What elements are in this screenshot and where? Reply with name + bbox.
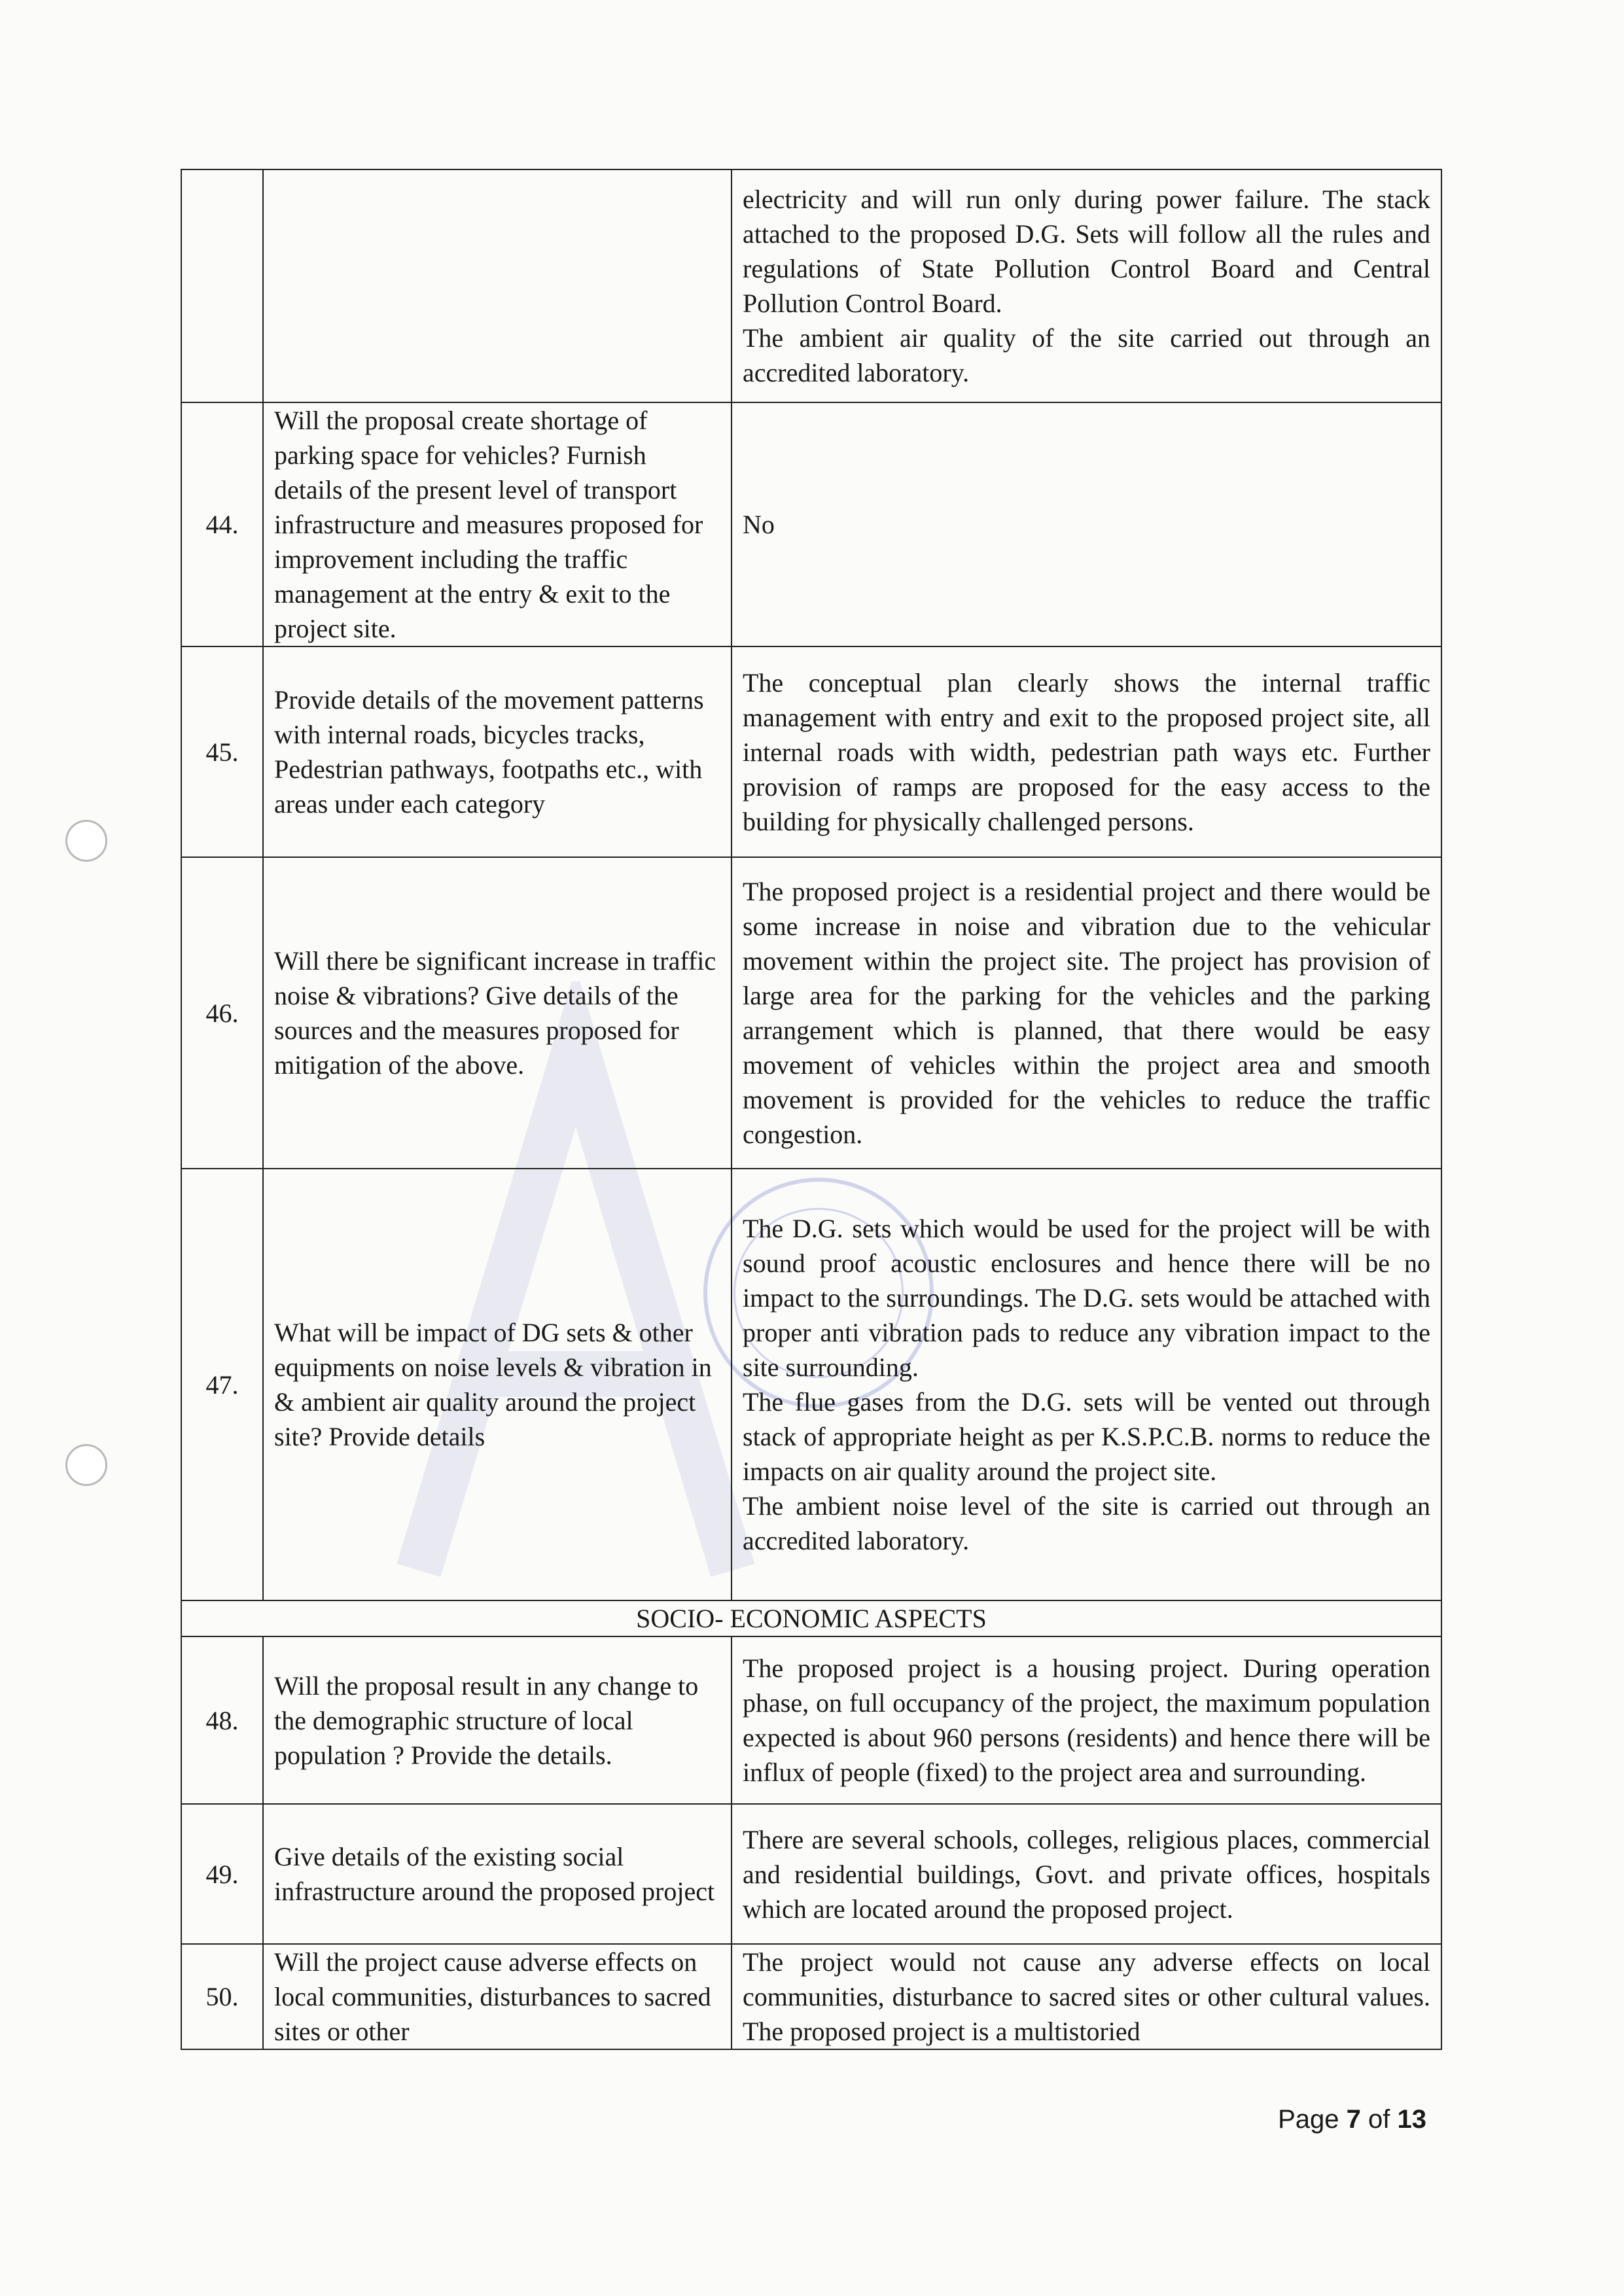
answer-paragraph: The ambient noise level of the site is carried out through an accredited laboratory. [743,1491,1430,1555]
question-cell: Will the proposal result in any change to the demographic structure of local population ? Provide the details. [263,1636,732,1804]
table-row [181,646,1441,857]
question-cell: Give details of the existing social infrastructure around the proposed project [263,1804,732,1944]
answer-paragraph: The project would not cause any adverse effects on local communities, disturbance to sacred sites or other cultural values. The proposed project is a multistoried [743,1947,1430,2046]
question-cell: Will there be significant increase in traffic noise & vibrations? Give details of the sources and the measures proposed for mitigation of the above. [263,857,732,1169]
answer-paragraph: The conceptual plan clearly shows the internal traffic management with entry and exit to the proposed project site, all internal roads with width, pedestrian path ways etc. Further provision of ramps are proposed for the easy access to the building for physically challenged persons. [743,667,1430,836]
answer-cell [732,1804,1441,1944]
questionnaire-table [181,169,1442,2050]
current-page: 7 [1346,2105,1361,2134]
question-cell: What will be impact of DG sets & other equipments on noise levels & vibration in & ambient air quality around the project site? Provide details [263,1169,732,1600]
question-cell: Will the proposal create shortage of parking space for vehicles? Furnish details of the present level of transport infrastructure and measures proposed for improvement including the traffic management at the entry & exit to the project site. [263,402,732,646]
page-number [1278,2105,1426,2134]
table-row [181,1804,1441,1944]
answer-paragraph: The proposed project is a residential project and there would be some increase in noise and vibration due to the vehicular movement within the project site. The project has provision of large area for the parking for the vehicles and the parking arrangement which is planned, that there would be easy movement of vehicles within the project area and smooth movement is provided for the vehicles to reduce the traffic congestion. [743,877,1430,1149]
item-number: 45. [181,646,263,857]
answer-paragraph: electricity and will run only during power failure. The stack attached to the proposed D.G. Sets will follow all the rules and regulations of State Pollution Control Board and Central Pollution Control Board. [743,185,1430,318]
page-of-label: of [1368,2105,1390,2134]
item-number: 50. [181,1944,263,2049]
table-row [181,1636,1441,1804]
answer-cell [732,646,1441,857]
punch-hole-top [65,820,107,862]
answer-cell [732,857,1441,1169]
item-number [181,169,263,402]
total-pages: 13 [1397,2105,1426,2134]
answer-paragraph: No [743,510,775,539]
answer-paragraph: The proposed project is a housing project. During operation phase, on full occupancy of the project, the maximum population expected is about 960 persons (residents) and hence there will be influx of people (fixed) to the project area and surrounding. [743,1653,1430,1787]
table-row [181,857,1441,1169]
punch-hole-bottom [65,1444,107,1486]
item-number: 48. [181,1636,263,1804]
answer-paragraph: The ambient air quality of the site carried out through an accredited laboratory. [743,323,1430,387]
table-row [181,402,1441,646]
section-heading: SOCIO- ECONOMIC ASPECTS [181,1600,1441,1636]
page-label: Page [1278,2105,1339,2134]
answer-paragraph: There are several schools, colleges, religious places, commercial and residential buildings, Govt. and private offices, hospitals which are located around the proposed project. [743,1824,1430,1924]
question-cell: Will the project cause adverse effects on local communities, disturbances to sacred sites or other [263,1944,732,2049]
item-number: 49. [181,1804,263,1944]
table-row [181,1944,1441,2049]
question-cell: Provide details of the movement patterns with internal roads, bicycles tracks, Pedestrian pathways, footpaths etc., with areas under each category [263,646,732,857]
item-number: 46. [181,857,263,1169]
answer-cell [732,1636,1441,1804]
answer-cell [732,1169,1441,1600]
question-cell [263,169,732,402]
section-heading-row [181,1600,1441,1636]
answer-paragraph: The D.G. sets which would be used for the project will be with sound proof acoustic enclosures and hence there will be no impact to the surroundings. The D.G. sets would be attached with proper anti vibration pads to reduce any vibration impact to the site surrounding. [743,1214,1430,1382]
table-row [181,1169,1441,1600]
answer-paragraph: The flue gases from the D.G. sets will be vented out through stack of appropriate height as per K.S.P.C.B. norms to reduce the impacts on air quality around the project site. [743,1387,1430,1486]
table-row [181,169,1441,402]
answer-cell [732,169,1441,402]
answer-cell [732,402,1441,646]
item-number: 47. [181,1169,263,1600]
answer-cell [732,1944,1441,2049]
item-number: 44. [181,402,263,646]
